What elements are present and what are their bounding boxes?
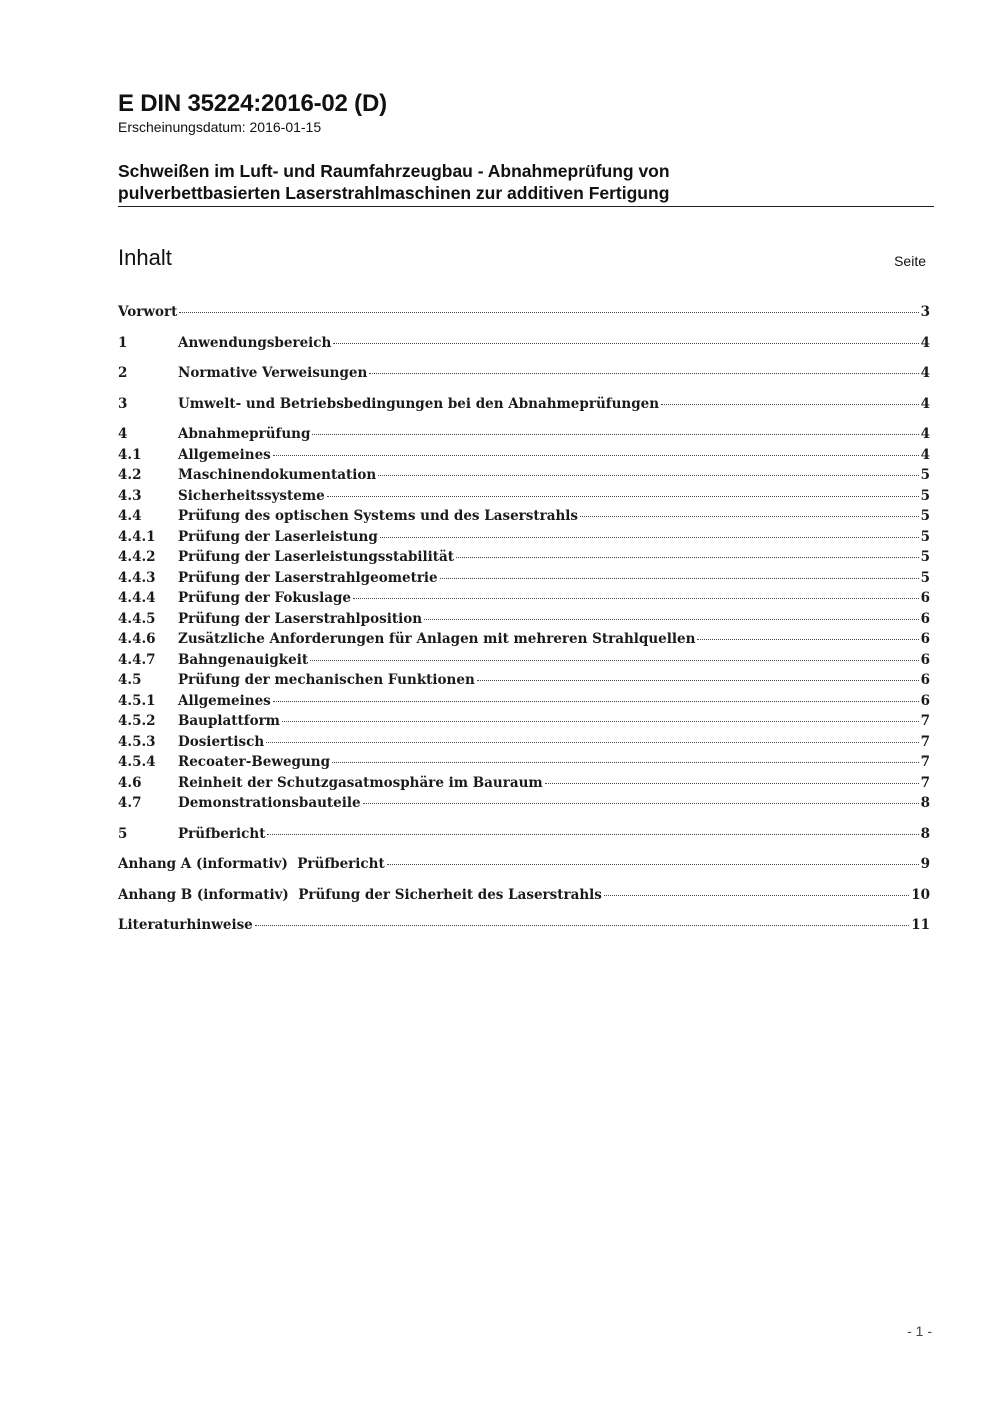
toc-entry-label: Demonstrationsbauteile — [178, 795, 361, 811]
toc-entry-page: 6 — [920, 692, 930, 709]
toc-entry-number: 2 — [118, 365, 128, 381]
toc-entry-label: Prüfung der Fokuslage — [178, 590, 352, 606]
toc-leader-dots — [387, 864, 919, 865]
toc-leader-dots — [273, 455, 919, 456]
toc-entry-number: 3 — [118, 395, 128, 412]
toc-entry-anhang-a[interactable] — [118, 854, 930, 875]
toc-entry-page: 5 — [920, 487, 930, 504]
toc-entry-page: 9 — [920, 856, 930, 872]
toc-leader-dots — [353, 598, 919, 599]
toc-entry-number: 4.5.1 — [118, 692, 156, 709]
document-header — [118, 90, 934, 136]
toc-entry-page: 11 — [911, 917, 930, 933]
toc-entry-label: Zusätzliche Anforderungen für Anlagen mit mehreren Strahlquellen — [178, 631, 696, 647]
document-title-line-1: Schweißen im Luft- und Raumfahrzeugbau - Abnahmeprüfung von — [118, 161, 670, 181]
toc-entry-page: 6 — [920, 672, 930, 688]
toc-leader-dots — [378, 475, 918, 476]
toc-entry-number: 4.4.3 — [118, 569, 156, 586]
toc-entry-label: Vorwort — [118, 304, 178, 320]
toc-entry-number: 4.4.4 — [118, 590, 156, 606]
toc-entry-4-6[interactable] — [118, 773, 930, 794]
toc-entry-literaturhinweise[interactable] — [118, 915, 930, 936]
toc-entry-page: 5 — [920, 569, 930, 586]
toc-entry-page: 4 — [920, 395, 930, 412]
document-title — [118, 160, 934, 207]
toc-entry-page: 8 — [920, 795, 930, 811]
toc-entry-number: 4.4.7 — [118, 651, 156, 668]
toc-entry-page: 4 — [920, 426, 930, 442]
toc-entry-4-5-2[interactable] — [118, 711, 930, 732]
toc-leader-dots — [282, 721, 919, 722]
toc-leader-dots — [273, 701, 919, 702]
toc-entry-number: 5 — [118, 825, 128, 842]
toc-entry-label: Prüfung der Laserleistung — [178, 528, 378, 545]
toc-entry-4[interactable] — [118, 424, 930, 445]
toc-heading: Inhalt — [118, 245, 172, 270]
toc-entry-2[interactable] — [118, 363, 930, 384]
toc-entry-number: 4.4 — [118, 508, 142, 524]
toc-entry-number: 4.4.5 — [118, 610, 156, 627]
toc-entry-label: Prüfung der Laserstrahlgeometrie — [178, 569, 438, 586]
toc-leader-dots — [333, 343, 918, 344]
toc-leader-dots — [580, 516, 919, 517]
toc-entry-4-5-3[interactable] — [118, 732, 930, 753]
toc-entry-label: Dosiertisch — [178, 733, 265, 750]
toc-entry-4-4-3[interactable] — [118, 568, 930, 589]
toc-entry-number: 1 — [118, 334, 128, 351]
toc-entry-number: 4.4.2 — [118, 549, 156, 565]
toc-entry-number: 4.2 — [118, 467, 142, 483]
toc-entry-4-4[interactable] — [118, 506, 930, 527]
toc-leader-dots — [332, 762, 919, 763]
toc-leader-dots — [255, 925, 909, 926]
toc-entry-page: 5 — [920, 528, 930, 545]
toc-entry-4-4-2[interactable] — [118, 547, 930, 568]
toc-leader-dots — [661, 404, 919, 405]
toc-entry-anhang-b[interactable] — [118, 885, 930, 906]
toc-entry-label: Anwendungsbereich — [178, 334, 332, 351]
toc-entry-number: 4.6 — [118, 774, 142, 791]
toc-leader-dots — [310, 660, 919, 661]
toc-entry-label: Sicherheitssysteme — [178, 487, 325, 504]
toc-entry-label: Anhang A (informativ) Prüfbericht — [118, 856, 385, 872]
toc-entry-4-3[interactable] — [118, 486, 930, 507]
toc-entry-label: Anhang B (informativ) Prüfung der Sicherheit des Laserstrahls — [118, 886, 602, 903]
toc-entry-page: 6 — [920, 610, 930, 627]
toc-entry-number: 4.5.2 — [118, 713, 156, 729]
toc-entry-page: 8 — [920, 825, 930, 842]
document-title-line-2: pulverbettbasierten Laserstrahlmaschinen zur additiven Fertigung — [118, 183, 670, 203]
toc-entry-label: Prüfung der mechanischen Funktionen — [178, 672, 475, 688]
toc-entry-label: Allgemeines — [178, 692, 271, 709]
toc-entry-page: 3 — [920, 304, 930, 320]
toc-entry-number: 4.7 — [118, 795, 142, 811]
toc-entry-label: Allgemeines — [178, 446, 271, 463]
toc-entry-number: 4.4.1 — [118, 528, 156, 545]
toc-entry-number: 4.5.4 — [118, 754, 156, 770]
toc-entry-label: Reinheit der Schutzgasatmosphäre im Bauraum — [178, 774, 543, 791]
toc-leader-dots — [179, 312, 918, 313]
toc-entry-4-4-5[interactable] — [118, 609, 930, 630]
toc-entry-label: Prüfung der Laserstrahlposition — [178, 610, 423, 627]
toc-entry-4-5[interactable] — [118, 670, 930, 691]
publication-date: Erscheinungsdatum: 2016-01-15 — [118, 119, 322, 135]
toc-leader-dots — [267, 834, 918, 835]
toc-leader-dots — [266, 742, 918, 743]
toc-leader-dots — [440, 578, 919, 579]
toc-leader-dots — [327, 496, 919, 497]
toc-leader-dots — [312, 434, 918, 435]
toc-entry-label: Literaturhinweise — [118, 917, 253, 933]
toc-leader-dots — [545, 783, 919, 784]
toc-entry-4-4-7[interactable] — [118, 650, 930, 671]
toc-entry-page: 7 — [920, 774, 930, 791]
toc-entry-5[interactable] — [118, 824, 930, 845]
toc-entry-label: Bahngenauigkeit — [178, 651, 309, 668]
toc-entry-number: 4.3 — [118, 487, 142, 504]
toc-entry-1[interactable] — [118, 333, 930, 354]
toc-leader-dots — [477, 680, 919, 681]
toc-leader-dots — [380, 537, 919, 538]
toc-entry-4-4-1[interactable] — [118, 527, 930, 548]
toc-leader-dots — [697, 639, 918, 640]
toc-entry-label: Prüfung der Laserleistungsstabilität — [178, 549, 455, 565]
toc-entry-page: 5 — [920, 549, 930, 565]
toc-page-column-label: Seite — [894, 253, 926, 269]
toc-entry-label: Umwelt- und Betriebsbedingungen bei den Abnahmeprüfungen — [178, 395, 660, 412]
toc-entry-4-5-1[interactable] — [118, 691, 930, 712]
toc-header — [118, 244, 926, 274]
toc-entry-page: 6 — [920, 651, 930, 668]
toc-entry-page: 5 — [920, 508, 930, 524]
toc-entry-page: 6 — [920, 631, 930, 647]
table-of-contents — [118, 302, 930, 936]
toc-entry-number: 4.5.3 — [118, 733, 156, 750]
document-id: E DIN 35224:2016-02 (D) — [118, 90, 387, 117]
toc-entry-label: Bauplattform — [178, 713, 280, 729]
toc-entry-4-1[interactable] — [118, 445, 930, 466]
toc-entry-number: 4.4.6 — [118, 631, 156, 647]
toc-entry-4-4-4[interactable] — [118, 588, 930, 609]
page-number: - 1 - — [907, 1323, 932, 1339]
toc-entry-number: 4 — [118, 426, 128, 442]
toc-leader-dots — [424, 619, 919, 620]
toc-entry-3[interactable] — [118, 394, 930, 415]
toc-entry-page: 7 — [920, 713, 930, 729]
toc-entry-page: 5 — [920, 467, 930, 483]
toc-entry-label: Maschinendokumentation — [178, 467, 377, 483]
toc-entry-4-5-4[interactable] — [118, 752, 930, 773]
toc-entry-4-2[interactable] — [118, 465, 930, 486]
toc-entry-page: 4 — [920, 365, 930, 381]
toc-entry-4-7[interactable] — [118, 793, 930, 814]
toc-entry-page: 4 — [920, 334, 930, 351]
toc-entry-label: Prüfbericht — [178, 825, 266, 842]
toc-entry-vorwort[interactable] — [118, 302, 930, 323]
toc-leader-dots — [363, 803, 919, 804]
toc-leader-dots — [604, 895, 909, 896]
toc-entry-label: Prüfung des optischen Systems und des Laserstrahls — [178, 508, 579, 524]
toc-entry-number: 4.1 — [118, 446, 142, 463]
toc-entry-label: Recoater-Bewegung — [178, 754, 331, 770]
toc-entry-page: 7 — [920, 733, 930, 750]
toc-leader-dots — [369, 373, 918, 374]
toc-entry-label: Abnahmeprüfung — [178, 426, 311, 442]
toc-entry-4-4-6[interactable] — [118, 629, 930, 650]
toc-entry-page: 10 — [911, 886, 930, 903]
toc-entry-page: 7 — [920, 754, 930, 770]
toc-entry-label: Normative Verweisungen — [178, 365, 368, 381]
toc-entry-number: 4.5 — [118, 672, 142, 688]
toc-entry-page: 6 — [920, 590, 930, 606]
toc-entry-page: 4 — [920, 446, 930, 463]
toc-leader-dots — [456, 557, 919, 558]
